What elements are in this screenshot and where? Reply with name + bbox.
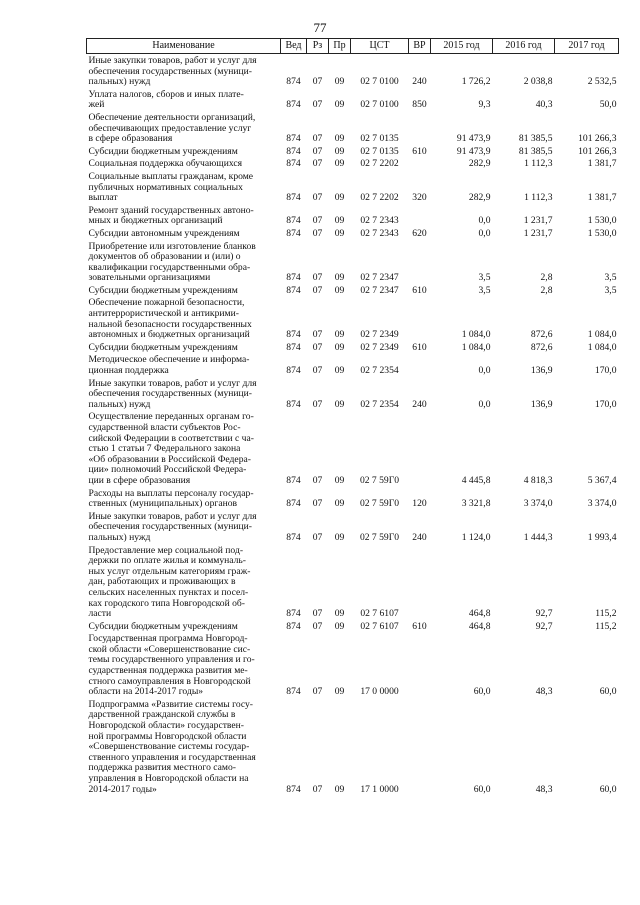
row-ved: 874: [286, 608, 301, 620]
row-amount-2015: 91 473,9: [456, 133, 491, 145]
row-name: Иные закупки товаров, работ и услуг для обеспечения государственных (муници- пальных) нужд: [88, 510, 257, 543]
row-amount-2017: 170,0: [594, 365, 617, 377]
row-amount-2017: 115,2: [595, 620, 617, 632]
row-pr: 09: [334, 284, 345, 296]
row-cst: 17 1 0000: [360, 783, 399, 795]
row-pr: 09: [334, 158, 345, 170]
row-rz: 07: [312, 272, 323, 284]
row-ved: 874: [286, 398, 301, 410]
row-name: Иные закупки товаров, работ и услуг для обеспечения государственных (муници- пальных) нужд: [88, 55, 257, 88]
row-amount-2015: 4 445,8: [461, 474, 491, 486]
row-rz: 07: [312, 531, 323, 543]
row-pr: 09: [334, 365, 345, 377]
row-amount-2017: 1 381,7: [587, 192, 617, 204]
row-name: Расходы на выплаты персоналу государ- ственных (муниципальных) органов: [88, 487, 254, 510]
row-pr: 09: [334, 272, 345, 284]
row-amount-2016: 81 385,5: [518, 145, 553, 157]
row-amount-2016: 1 231,7: [523, 215, 553, 227]
row-cst: 02 7 2354: [360, 398, 399, 410]
table-row: [87, 54, 619, 88]
row-rz: 07: [312, 686, 323, 698]
row-amount-2016: 2,8: [540, 284, 553, 296]
row-cst: 02 7 2343: [360, 215, 399, 227]
row-vr: [409, 698, 431, 795]
row-rz: 07: [312, 341, 323, 353]
row-ved: 874: [286, 498, 301, 510]
row-ved: 874: [286, 365, 301, 377]
row-amount-2016: 40,3: [535, 99, 553, 111]
row-vr: 620: [412, 227, 427, 239]
table-row: [87, 296, 619, 340]
row-name: Государственная программа Новгород- ской области «Совершенствование сис- темы государственного управления и го- сударственная поддержка развития ме- стного самоуправления в Новгородской области на 2014-2017 годы»: [88, 633, 255, 698]
row-amount-2016: 136,9: [530, 365, 553, 377]
row-pr: 09: [334, 145, 345, 157]
row-amount-2015: 3,5: [478, 272, 491, 284]
row-cst: 02 7 2354: [360, 365, 399, 377]
row-amount-2017: 3 374,0: [587, 498, 617, 510]
row-amount-2015: 0,0: [478, 227, 491, 239]
row-name: Обеспечение деятельности организаций, обеспечивающих предоставление услуг в сфере образования: [88, 111, 256, 145]
row-vr: 610: [412, 620, 427, 632]
row-pr: 09: [334, 474, 345, 486]
row-vr: [409, 240, 431, 284]
row-amount-2015: 0,0: [478, 215, 491, 227]
table-row: [87, 353, 619, 376]
table-row: [87, 240, 619, 284]
row-vr: [409, 296, 431, 340]
table-row: [87, 510, 619, 544]
row-amount-2017: 170,0: [594, 398, 617, 410]
row-cst: 02 7 2349: [360, 329, 399, 341]
row-name: Обеспечение пожарной безопасности, антитеррористической и антикрими- нальной безопасности государственных автономных и бюджетных организаций: [88, 297, 252, 341]
row-ved: 874: [286, 215, 301, 227]
row-vr: [409, 544, 431, 620]
table-row: [87, 157, 619, 170]
row-cst: 02 7 2347: [360, 272, 399, 284]
row-pr: 09: [334, 215, 345, 227]
table-row: [87, 111, 619, 145]
row-rz: 07: [312, 608, 323, 620]
row-amount-2016: 4 818,3: [523, 474, 553, 486]
row-ved: 874: [286, 284, 301, 296]
row-name: Приобретение или изготовление бланков документов об образовании и (или) о квалификации государственными обра- зовательными организациями: [88, 240, 256, 284]
row-cst: 02 7 0135: [360, 145, 399, 157]
row-rz: 07: [312, 145, 323, 157]
table-row: [87, 145, 619, 158]
row-vr: [409, 111, 431, 145]
row-cst: 02 7 6107: [360, 608, 399, 620]
header-pr: Пр: [329, 39, 351, 54]
row-rz: 07: [312, 192, 323, 204]
row-amount-2015: 60,0: [473, 783, 491, 795]
row-rz: 07: [312, 133, 323, 145]
row-amount-2016: 1 112,3: [524, 192, 553, 204]
row-pr: 09: [334, 329, 345, 341]
row-amount-2015: 282,9: [468, 192, 491, 204]
row-vr: 240: [412, 398, 427, 410]
row-rz: 07: [312, 227, 323, 239]
row-amount-2015: 1 084,0: [461, 341, 491, 353]
row-ved: 874: [286, 272, 301, 284]
row-vr: 850: [412, 99, 427, 111]
row-cst: 02 7 59Г0: [359, 498, 400, 510]
row-amount-2017: 101 266,3: [578, 133, 617, 145]
row-cst: 02 7 59Г0: [359, 531, 400, 543]
row-amount-2017: 60,0: [599, 686, 617, 698]
table-row: [87, 88, 619, 111]
row-pr: 09: [334, 531, 345, 543]
row-name: Предоставление мер социальной под- держки по оплате жилья и коммуналь- ных услуг отдельным категориям граж- дан, работающих и проживающих в сельских населенных пунктах и посел- ках городского типа Новгородской об- ласти: [88, 544, 251, 620]
row-amount-2015: 1 124,0: [461, 531, 491, 543]
row-amount-2017: 60,0: [599, 783, 617, 795]
row-amount-2016: 136,9: [530, 398, 553, 410]
header-2016: 2016 год: [493, 39, 555, 54]
row-amount-2016: 92,7: [535, 608, 553, 620]
row-pr: 09: [334, 341, 345, 353]
row-amount-2016: 48,3: [535, 783, 553, 795]
row-name: Ремонт зданий государственных автоно- мных и бюджетных организаций: [88, 204, 254, 227]
table-body: [87, 54, 619, 796]
row-vr: [409, 353, 431, 376]
table-row: [87, 544, 619, 620]
row-amount-2015: 3 321,8: [461, 498, 491, 510]
row-amount-2016: 81 385,5: [518, 133, 553, 145]
row-pr: 09: [334, 227, 345, 239]
row-pr: 09: [334, 498, 345, 510]
row-rz: 07: [312, 215, 323, 227]
row-ved: 874: [286, 145, 301, 157]
row-amount-2015: 464,8: [468, 620, 491, 632]
row-amount-2016: 1 112,3: [524, 158, 553, 170]
table-row: [87, 227, 619, 240]
row-pr: 09: [334, 192, 345, 204]
row-cst: 02 7 0100: [360, 76, 399, 88]
row-amount-2017: 1 993,4: [587, 531, 617, 543]
table-row: [87, 284, 619, 297]
row-name: Социальные выплаты гражданам, кроме публичных нормативных социальных выплат: [88, 170, 254, 204]
header-rz: Рз: [307, 39, 329, 54]
table-row: [87, 487, 619, 510]
row-amount-2015: 0,0: [478, 398, 491, 410]
row-amount-2017: 3,5: [604, 272, 617, 284]
row-vr: [409, 204, 431, 227]
table-row: [87, 341, 619, 354]
table-row: [87, 204, 619, 227]
row-cst: 02 7 2347: [360, 284, 399, 296]
row-rz: 07: [312, 284, 323, 296]
row-amount-2016: 2 038,8: [523, 76, 553, 88]
row-amount-2017: 1 530,0: [587, 227, 617, 239]
table-row: [87, 620, 619, 633]
row-name: Осуществление переданных органам го- сударственной власти субъектов Рос- сийской Федерации в соответствии с ча- стью 1 статьи 7 Федерального закона «Об образовании в Российской Федера- ции» полномочий Российской Федера- ции в сфере образования: [88, 411, 254, 486]
header-2017: 2017 год: [555, 39, 619, 54]
row-rz: 07: [312, 398, 323, 410]
row-amount-2016: 872,6: [530, 329, 553, 341]
row-amount-2016: 1 231,7: [523, 227, 553, 239]
row-amount-2015: 1 726,2: [461, 76, 491, 88]
row-ved: 874: [286, 133, 301, 145]
row-rz: 07: [312, 99, 323, 111]
row-vr: 610: [412, 341, 427, 353]
table-row: [87, 698, 619, 795]
table-header-row: [87, 39, 619, 54]
row-name: Субсидии автономным учреждениям: [88, 227, 240, 239]
row-ved: 874: [286, 99, 301, 111]
header-ved: Вед: [281, 39, 307, 54]
row-cst: 02 7 2343: [360, 227, 399, 239]
row-amount-2016: 92,7: [535, 620, 553, 632]
row-cst: 02 7 0135: [360, 133, 399, 145]
row-name: Субсидии бюджетным учреждениям: [88, 145, 238, 157]
row-vr: [409, 410, 431, 486]
row-cst: 02 7 2202: [360, 192, 399, 204]
row-pr: 09: [334, 608, 345, 620]
row-vr: 610: [412, 284, 427, 296]
row-ved: 874: [286, 341, 301, 353]
row-cst: 02 7 6107: [360, 620, 399, 632]
row-amount-2016: 872,6: [530, 341, 553, 353]
row-amount-2017: 101 266,3: [578, 145, 617, 157]
row-cst: 02 7 59Г0: [359, 474, 400, 486]
row-ved: 874: [286, 620, 301, 632]
row-amount-2017: 2 532,5: [587, 76, 617, 88]
row-vr: 320: [412, 192, 427, 204]
row-amount-2015: 60,0: [473, 686, 491, 698]
row-cst: 02 7 2202: [360, 158, 399, 170]
row-ved: 874: [286, 531, 301, 543]
row-rz: 07: [312, 76, 323, 88]
row-amount-2015: 91 473,9: [456, 145, 491, 157]
table-row: [87, 170, 619, 204]
header-cst: ЦСТ: [351, 39, 409, 54]
row-ved: 874: [286, 783, 301, 795]
row-name: Субсидии бюджетным учреждениям: [88, 620, 238, 632]
row-pr: 09: [334, 398, 345, 410]
row-name: Подпрограмма «Развитие системы госу- дарственной гражданской службы в Новгородской области» государствен- ной программы Новгородской области «Совершенствование системы государ- ственного управления и государственная поддержка развития местного само- управления в Новгородской области на 2014-2017 годы»: [88, 698, 256, 795]
row-amount-2015: 3,5: [478, 284, 491, 296]
row-vr: 240: [412, 76, 427, 88]
row-name: Методическое обеспечение и информа- ционная поддержка: [88, 354, 250, 377]
header-name: Наименование: [87, 39, 281, 54]
row-name: Субсидии бюджетным учреждениям: [88, 341, 238, 353]
row-cst: 02 7 0100: [360, 99, 399, 111]
header-vr: ВР: [409, 39, 431, 54]
row-ved: 874: [286, 158, 301, 170]
row-ved: 874: [286, 329, 301, 341]
row-pr: 09: [334, 686, 345, 698]
row-rz: 07: [312, 329, 323, 341]
row-vr: 610: [412, 145, 427, 157]
row-amount-2017: 1 381,7: [587, 158, 617, 170]
row-rz: 07: [312, 365, 323, 377]
row-amount-2017: 3,5: [604, 284, 617, 296]
row-ved: 874: [286, 76, 301, 88]
table-row: [87, 377, 619, 411]
row-amount-2017: 5 367,4: [587, 474, 617, 486]
page-number: 77: [313, 20, 327, 35]
row-amount-2016: 1 444,3: [523, 531, 553, 543]
row-rz: 07: [312, 474, 323, 486]
row-amount-2017: 1 084,0: [587, 329, 617, 341]
row-pr: 09: [334, 99, 345, 111]
row-name: Субсидии бюджетным учреждениям: [88, 284, 238, 296]
row-amount-2017: 115,2: [595, 608, 617, 620]
row-amount-2017: 50,0: [599, 99, 617, 111]
row-amount-2015: 0,0: [478, 365, 491, 377]
row-amount-2015: 282,9: [468, 158, 491, 170]
row-ved: 874: [286, 686, 301, 698]
row-amount-2017: 1 530,0: [587, 215, 617, 227]
row-amount-2016: 3 374,0: [523, 498, 553, 510]
row-ved: 874: [286, 474, 301, 486]
row-amount-2016: 48,3: [535, 686, 553, 698]
table-row: [87, 410, 619, 486]
row-rz: 07: [312, 498, 323, 510]
row-rz: 07: [312, 158, 323, 170]
row-amount-2016: 2,8: [540, 272, 553, 284]
row-amount-2015: 9,3: [478, 99, 491, 111]
row-name: Уплата налогов, сборов и иных плате- жей: [88, 88, 244, 111]
row-vr: [409, 157, 431, 170]
row-pr: 09: [334, 620, 345, 632]
table-row: [87, 632, 619, 698]
row-name: Социальная поддержка обучающихся: [88, 158, 243, 170]
row-cst: 17 0 0000: [360, 686, 399, 698]
row-amount-2015: 1 084,0: [461, 329, 491, 341]
budget-table: [86, 38, 619, 795]
row-pr: 09: [334, 76, 345, 88]
row-pr: 09: [334, 783, 345, 795]
row-vr: 120: [412, 498, 427, 510]
row-amount-2015: 464,8: [468, 608, 491, 620]
row-vr: [409, 632, 431, 698]
row-amount-2017: 1 084,0: [587, 341, 617, 353]
row-rz: 07: [312, 620, 323, 632]
row-vr: 240: [412, 531, 427, 543]
header-2015: 2015 год: [431, 39, 493, 54]
row-pr: 09: [334, 133, 345, 145]
row-ved: 874: [286, 227, 301, 239]
row-rz: 07: [312, 783, 323, 795]
row-ved: 874: [286, 192, 301, 204]
row-cst: 02 7 2349: [360, 341, 399, 353]
row-name: Иные закупки товаров, работ и услуг для обеспечения государственных (муници- пальных) нужд: [88, 377, 257, 410]
